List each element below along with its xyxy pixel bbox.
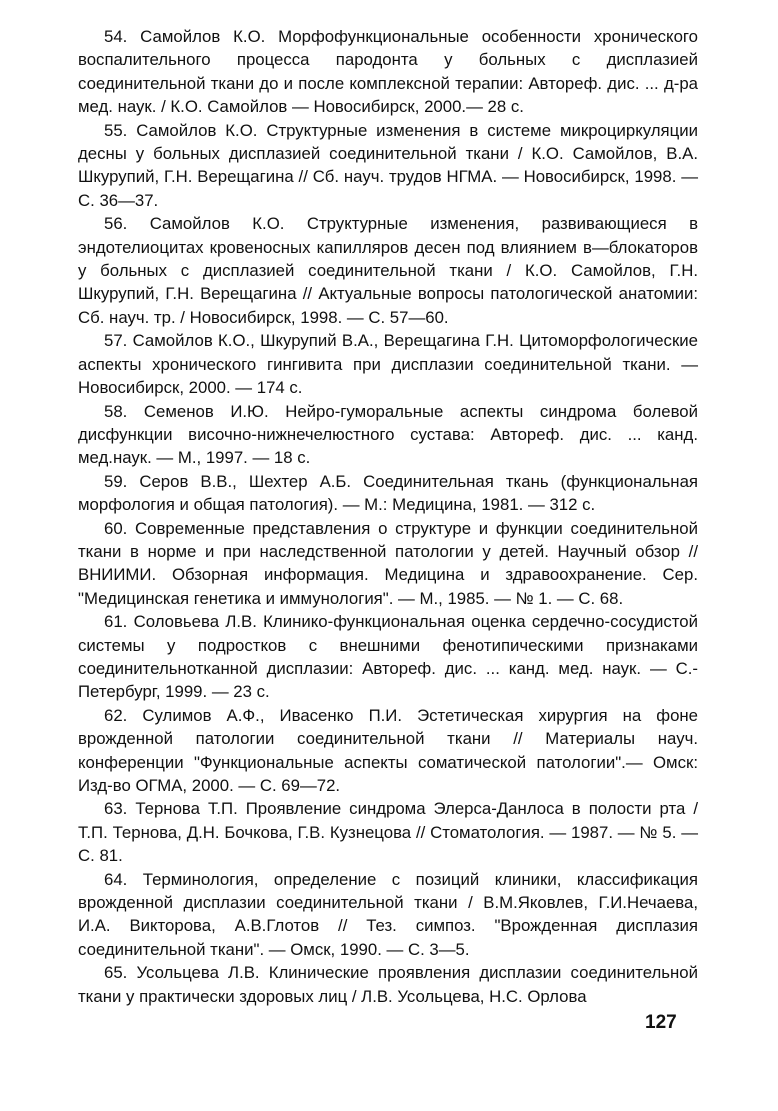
bibliography-list [78,25,698,1008]
reference-62: 62. Сулимов А.Ф., Ивасенко П.И. Эстетическая хирургия на фоне врожденной патологии соединительной ткани // Материалы науч. конференции "Функциональные аспекты соматической патологии".— Омск: Изд-во ОГМА, 2000. — С. 69—72. [78,705,698,795]
reference-57: 57. Самойлов К.О., Шкурупий В.А., Верещагина Г.Н. Цитоморфологические аспекты хронического гингивита при дисплазии соединительной ткани. — Новосибирск, 2000. — 174 с. [78,331,698,398]
reference-60: 60. Современные представления о структуре и функции соединительной ткани в норме и при наследственной патологии у детей. Научный обзор // ВНИИМИ. Обзорная информация. Медицина и здравоохранение. Сер. "Медицинская генетика и иммунология". — М., 1985. — № 1. — С. 68. [78,518,698,608]
reference-59: 59. Серов В.В., Шехтер А.Б. Соединительная ткань (функциональная морфология и общая патология). — М.: Медицина, 1981. — 312 с. [78,471,698,515]
reference-55: 55. Самойлов К.О. Структурные изменения в системе микроциркуляции десны у больных дисплазией соединительной ткани / К.О. Самойлов, В.А. Шкурупий, Г.Н. Верещагина // Сб. науч. трудов НГМА. — Новосибирск, 1998. — С. 36—37. [78,120,698,210]
reference-58: 58. Семенов И.Ю. Нейро-гуморальные аспекты синдрома болевой дисфункции височно-нижнечелюстного сустава: Автореф. дис. ... канд. мед.наук. — М., 1997. — 18 с. [78,401,698,468]
reference-64: 64. Терминология, определение с позиций клиники, классификация врожденной дисплазии соединительной ткани / В.М.Яковлев, Г.И.Нечаева, И.А. Викторова, А.В.Глотов // Тез. симпоз. "Врожденная дисплазия соединительной ткани". — Омск, 1990. — С. 3—5. [78,869,698,959]
reference-65: 65. Усольцева Л.В. Клинические проявления дисплазии соединительной ткани у практически здоровых лиц / Л.В. Усольцева, Н.С. Орлова [78,963,698,1006]
reference-56: 56. Самойлов К.О. Структурные изменения, развивающиеся в эндотелиоцитах кровеносных капилляров десен под влиянием в—блокаторов у больных с дисплазией соединительной ткани / К.О. Самойлов, Г.Н. Шкурупий, Г.Н. Верещагина // Актуальные вопросы патологической анатомии: Сб. науч. тр. / Новосибирск, 1998. — С. 57—60. [78,214,698,327]
reference-54: 54. Самойлов К.О. Морфофункциональные особенности хронического воспалительного процесса пародонта у больных с дисплазией соединительной ткани до и после комплексной терапии: Автореф. дис. ... д-ра мед. наук. / К.О. Самойлов — Новосибирск, 2000.— 28 с. [78,27,698,117]
reference-63: 63. Тернова Т.П. Проявление синдрома Элерса-Данлоса в полости рта / Т.П. Тернова, Д.Н. Бочкова, Г.В. Кузнецова // Стоматология. — 1987. — № 5. — С. 81. [78,799,698,866]
page-number: 127 [645,1012,677,1033]
reference-61: 61. Соловьева Л.В. Клинико-функциональная оценка сердечно-сосудистой системы у подростков с внешними фенотипическими признаками соединительнотканной дисплазии: Автореф. дис. ... канд. мед. наук. — С.-Петербург, 1999. — 23 с. [78,612,698,702]
